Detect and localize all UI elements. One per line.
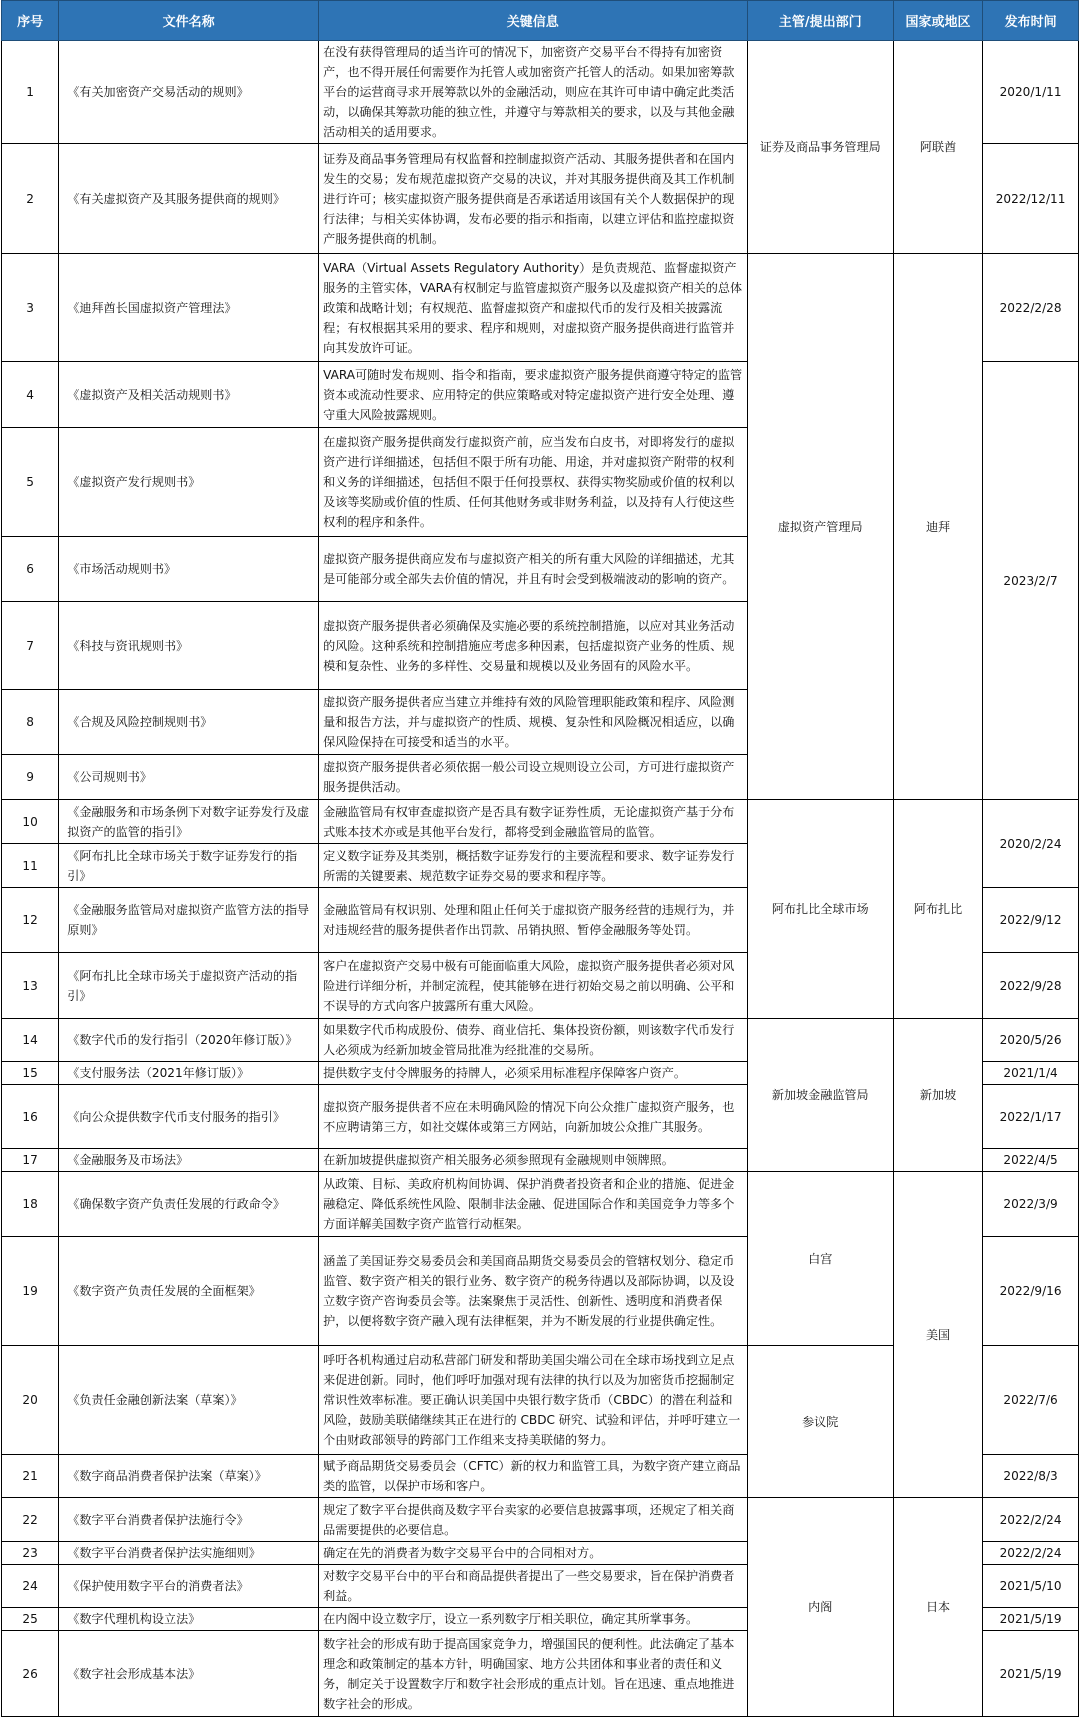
row-region: 阿联酋 <box>893 41 982 254</box>
row-dept: 白宫 <box>747 1172 893 1346</box>
row-info: 数字社会的形成有助于提高国家竞争力，增强国民的便利性。此法确定了基本理念和政策制定的基本方针，明确国家、地方公共团体和事业者的责任和义务，制定关于设置数字厅和数字社会形成的重点计划。旨在迅速、重点地推进数字社会的形成。 <box>319 1631 747 1717</box>
row-name: 《迪拜酋长国虚拟资产管理法》 <box>59 254 319 362</box>
row-name: 《金融服务和市场条例下对数字证券发行及虚拟资产的监管的指引》 <box>59 800 319 844</box>
row-name: 《金融服务监管局对虚拟资产监管方法的指导原则》 <box>59 888 319 953</box>
row-dept: 参议院 <box>747 1346 893 1498</box>
row-info: 涵盖了美国证券交易委员会和美国商品期货交易委员会的管辖权划分、稳定币监管、数字资产相关的银行业务、数字资产的税务待遇以及部际协调，以及设立数字资产咨询委员会等。法案聚焦于灵活性、创新性、透明度和消费者保护，以便将数字资产融入现有法律框架，并为不断发展的行业提供确定性。 <box>319 1237 747 1346</box>
row-name: 《虚拟资产及相关活动规则书》 <box>59 362 319 428</box>
row-num: 6 <box>2 537 59 602</box>
row-region: 新加坡 <box>893 1019 982 1172</box>
table-row <box>2 41 1079 144</box>
row-num: 2 <box>2 144 59 254</box>
row-info: 从政策、目标、美政府机构间协调、保护消费者投资者和企业的措施、促进金融稳定、降低系统性风险、限制非法金融、促进国际合作和美国竞争力等多个方面详解美国数字资产监管行动框架。 <box>319 1172 747 1237</box>
row-date: 2022/9/12 <box>983 888 1079 953</box>
row-info: 虚拟资产服务提供商应发布与虚拟资产相关的所有重大风险的详细描述，尤其是可能部分或全部失去价值的情况，并且有时会受到极端波动的影响的资产。 <box>319 537 747 602</box>
header-name: 文件名称 <box>59 1 319 41</box>
row-info: 确定在先的消费者为数字交易平台中的合同相对方。 <box>319 1542 747 1565</box>
row-region: 迪拜 <box>893 254 982 800</box>
row-date: 2020/2/24 <box>983 800 1079 888</box>
row-dept: 内阁 <box>747 1498 893 1717</box>
row-info: 在没有获得管理局的适当许可的情况下，加密资产交易平台不得持有加密资产，也不得开展任何需要作为托管人或加密资产托管人的活动。如果加密筹款平台的运营商寻求开展筹款以外的金融活动，则应在其许可申请中确定此类活动，以确保其筹款功能的独立性，并遵守与筹款相关的要求，以及与其他金融活动相关的适用要求。 <box>319 41 747 144</box>
row-date: 2022/9/28 <box>983 953 1079 1019</box>
row-dept: 证券及商品事务管理局 <box>747 41 893 254</box>
row-name: 《合规及风险控制规则书》 <box>59 690 319 755</box>
header-num: 序号 <box>2 1 59 41</box>
row-num: 20 <box>2 1346 59 1455</box>
row-dept: 新加坡金融监管局 <box>747 1019 893 1172</box>
row-num: 23 <box>2 1542 59 1565</box>
header-date: 发布时间 <box>983 1 1079 41</box>
header-region: 国家或地区 <box>893 1 982 41</box>
row-num: 8 <box>2 690 59 755</box>
row-name: 《虚拟资产发行规则书》 <box>59 428 319 537</box>
row-num: 1 <box>2 41 59 144</box>
row-date: 2021/5/19 <box>983 1608 1079 1631</box>
row-dept: 虚拟资产管理局 <box>747 254 893 800</box>
row-date: 2022/7/6 <box>983 1346 1079 1455</box>
row-info: 金融监管局有权审查虚拟资产是否具有数字证券性质，无论虚拟资产基于分布式账本技术亦或是其他平台发行，都将受到金融监管局的监管。 <box>319 800 747 844</box>
row-info: 客户在虚拟资产交易中极有可能面临重大风险，虚拟资产服务提供者必须对风险进行详细分析，并制定流程，使其能够在进行初始交易之前以明确、公平和不误导的方式向客户披露所有重大风险。 <box>319 953 747 1019</box>
row-name: 《确保数字资产负责任发展的行政命令》 <box>59 1172 319 1237</box>
row-num: 25 <box>2 1608 59 1631</box>
row-info: 提供数字支付令牌服务的持牌人，必须采用标准程序保障客户资产。 <box>319 1062 747 1085</box>
row-num: 7 <box>2 602 59 690</box>
row-info: VARA可随时发布规则、指令和指南，要求虚拟资产服务提供商遵守特定的监管资本或流动性要求、应用特定的供应策略或对特定虚拟资产进行安全处理、遵守重大风险披露规则。 <box>319 362 747 428</box>
header-row <box>2 1 1079 41</box>
row-num: 14 <box>2 1019 59 1062</box>
row-name: 《公司规则书》 <box>59 755 319 800</box>
row-region: 美国 <box>893 1172 982 1498</box>
row-name: 《金融服务及市场法》 <box>59 1149 319 1172</box>
table-row <box>2 1172 1079 1237</box>
table-row <box>2 254 1079 362</box>
header-info: 关键信息 <box>319 1 747 41</box>
row-info: 在内阁中设立数字厅，设立一系列数字厅相关职位，确定其所掌事务。 <box>319 1608 747 1631</box>
row-info: 虚拟资产服务提供者应当建立并维持有效的风险管理职能政策和程序、风险测量和报告方法，并与虚拟资产的性质、规模、复杂性和风险概况相适应，以确保风险保持在可接受和适当的水平。 <box>319 690 747 755</box>
row-info: VARA（Virtual Assets Regulatory Authority）是负责规范、监督虚拟资产服务的主管实体，VARA有权制定与监管虚拟资产服务以及虚拟资产相关的总体政策和战略计划；有权规范、监督虚拟资产和虚拟代币的发行及相关披露流程；有权根据其采用的要求、程序和规则，对虚拟资产服务提供商进行监管并向其发放许可证。 <box>319 254 747 362</box>
row-num: 17 <box>2 1149 59 1172</box>
row-name: 《数字代理机构设立法》 <box>59 1608 319 1631</box>
row-info: 虚拟资产服务提供者必须依据一般公司设立规则设立公司，方可进行虚拟资产服务提供活动。 <box>319 755 747 800</box>
row-num: 13 <box>2 953 59 1019</box>
row-date: 2023/2/7 <box>983 362 1079 800</box>
regulations-table <box>1 0 1079 1717</box>
row-name: 《保护使用数字平台的消费者法》 <box>59 1565 319 1608</box>
row-region: 日本 <box>893 1498 982 1717</box>
row-name: 《数字平台消费者保护法实施细则》 <box>59 1542 319 1565</box>
row-date: 2022/1/17 <box>983 1085 1079 1149</box>
row-num: 12 <box>2 888 59 953</box>
row-date: 2021/5/19 <box>983 1631 1079 1717</box>
row-num: 24 <box>2 1565 59 1608</box>
row-info: 对数字交易平台中的平台和商品提供者提出了一些交易要求，旨在保护消费者利益。 <box>319 1565 747 1608</box>
row-dept: 阿布扎比全球市场 <box>747 800 893 1019</box>
row-date: 2020/1/11 <box>983 41 1079 144</box>
row-date: 2022/3/9 <box>983 1172 1079 1237</box>
row-info: 虚拟资产服务提供者必须确保及实施必要的系统控制措施，以应对其业务活动的风险。这种系统和控制措施应考虑多种因素，包括虚拟资产业务的性质、规模和复杂性、业务的多样性、交易量和规模以及业务固有的风险水平。 <box>319 602 747 690</box>
row-info: 金融监管局有权识别、处理和阻止任何关于虚拟资产服务经营的违规行为，并对违规经营的服务提供者作出罚款、吊销执照、暂停金融服务等处罚。 <box>319 888 747 953</box>
row-date: 2022/4/5 <box>983 1149 1079 1172</box>
row-num: 5 <box>2 428 59 537</box>
row-name: 《数字商品消费者保护法案（草案）》 <box>59 1455 319 1498</box>
row-info: 规定了数字平台提供商及数字平台卖家的必要信息披露事项，还规定了相关商品需要提供的必要信息。 <box>319 1498 747 1542</box>
row-date: 2022/2/24 <box>983 1542 1079 1565</box>
row-num: 26 <box>2 1631 59 1717</box>
row-info: 在虚拟资产服务提供商发行虚拟资产前，应当发布白皮书，对即将发行的虚拟资产进行详细描述，包括但不限于所有功能、用途，并对虚拟资产附带的权利和义务的详细描述，包括但不限于任何投票权、获得实物奖励或价值的权利以及该等奖励或价值的性质、任何其他财务或非财务利益，以及持有人行使这些权利的程序和条件。 <box>319 428 747 537</box>
row-num: 11 <box>2 844 59 888</box>
row-num: 4 <box>2 362 59 428</box>
row-region: 阿布扎比 <box>893 800 982 1019</box>
row-num: 21 <box>2 1455 59 1498</box>
row-num: 15 <box>2 1062 59 1085</box>
row-name: 《数字代币的发行指引（2020年修订版）》 <box>59 1019 319 1062</box>
row-num: 18 <box>2 1172 59 1237</box>
row-name: 《有关加密资产交易活动的规则》 <box>59 41 319 144</box>
row-info: 在新加坡提供虚拟资产相关服务必须参照现有金融规则申领牌照。 <box>319 1149 747 1172</box>
row-date: 2022/2/24 <box>983 1498 1079 1542</box>
row-date: 2022/12/11 <box>983 144 1079 254</box>
row-name: 《支付服务法（2021年修订版）》 <box>59 1062 319 1085</box>
row-info: 证券及商品事务管理局有权监督和控制虚拟资产活动、其服务提供者和在国内发生的交易；发布规范虚拟资产交易的决议，并对其服务提供商及其工作机制进行许可；核实虚拟资产服务提供商是否承诺适用该国有关个人数据保护的现行法律；与相关实体协调，发布必要的指示和指南，以建立评估和监控虚拟资产服务提供商的机制。 <box>319 144 747 254</box>
row-num: 22 <box>2 1498 59 1542</box>
row-num: 9 <box>2 755 59 800</box>
header-dept: 主管/提出部门 <box>747 1 893 41</box>
table-row <box>2 1019 1079 1062</box>
row-info: 虚拟资产服务提供者不应在未明确风险的情况下向公众推广虚拟资产服务，也不应聘请第三方，如社交媒体或第三方网站，向新加坡公众推广其服务。 <box>319 1085 747 1149</box>
row-name: 《数字资产负责任发展的全面框架》 <box>59 1237 319 1346</box>
row-name: 《负责任金融创新法案（草案）》 <box>59 1346 319 1455</box>
row-name: 《数字平台消费者保护法施行令》 <box>59 1498 319 1542</box>
row-num: 19 <box>2 1237 59 1346</box>
row-name: 《有关虚拟资产及其服务提供商的规则》 <box>59 144 319 254</box>
row-date: 2021/1/4 <box>983 1062 1079 1085</box>
table-row <box>2 1498 1079 1542</box>
row-name: 《市场活动规则书》 <box>59 537 319 602</box>
row-date: 2020/5/26 <box>983 1019 1079 1062</box>
row-name: 《科技与资讯规则书》 <box>59 602 319 690</box>
row-info: 定义数字证券及其类别，概括数字证券发行的主要流程和要求、数字证券发行所需的关键要素、规范数字证券交易的要求和程序等。 <box>319 844 747 888</box>
table-row <box>2 800 1079 844</box>
row-num: 3 <box>2 254 59 362</box>
row-name: 《阿布扎比全球市场关于数字证券发行的指引》 <box>59 844 319 888</box>
row-num: 16 <box>2 1085 59 1149</box>
row-name: 《阿布扎比全球市场关于虚拟资产活动的指引》 <box>59 953 319 1019</box>
row-date: 2022/8/3 <box>983 1455 1079 1498</box>
row-info: 赋予商品期货交易委员会（CFTC）新的权力和监管工具，为数字资产建立商品类的监管，以保护市场和客户。 <box>319 1455 747 1498</box>
row-date: 2022/9/16 <box>983 1237 1079 1346</box>
row-num: 10 <box>2 800 59 844</box>
row-name: 《向公众提供数字代币支付服务的指引》 <box>59 1085 319 1149</box>
row-name: 《数字社会形成基本法》 <box>59 1631 319 1717</box>
row-date: 2021/5/10 <box>983 1565 1079 1608</box>
row-info: 呼吁各机构通过启动私营部门研发和帮助美国尖端公司在全球市场找到立足点来促进创新。同时，他们呼吁加强对现有法律的执行以及为加密货币挖掘制定常识性效率标准。要正确认识美国中央银行数字货币（CBDC）的潜在利益和风险，鼓励美联储继续其正在进行的 CBDC 研究、试验和评估，并呼吁建立一个由财政部领导的跨部门工作组来支持美联储的努力。 <box>319 1346 747 1455</box>
row-info: 如果数字代币构成股份、债券、商业信托、集体投资份额，则该数字代币发行人必须成为经新加坡金管局批准为经批准的交易所。 <box>319 1019 747 1062</box>
row-date: 2022/2/28 <box>983 254 1079 362</box>
